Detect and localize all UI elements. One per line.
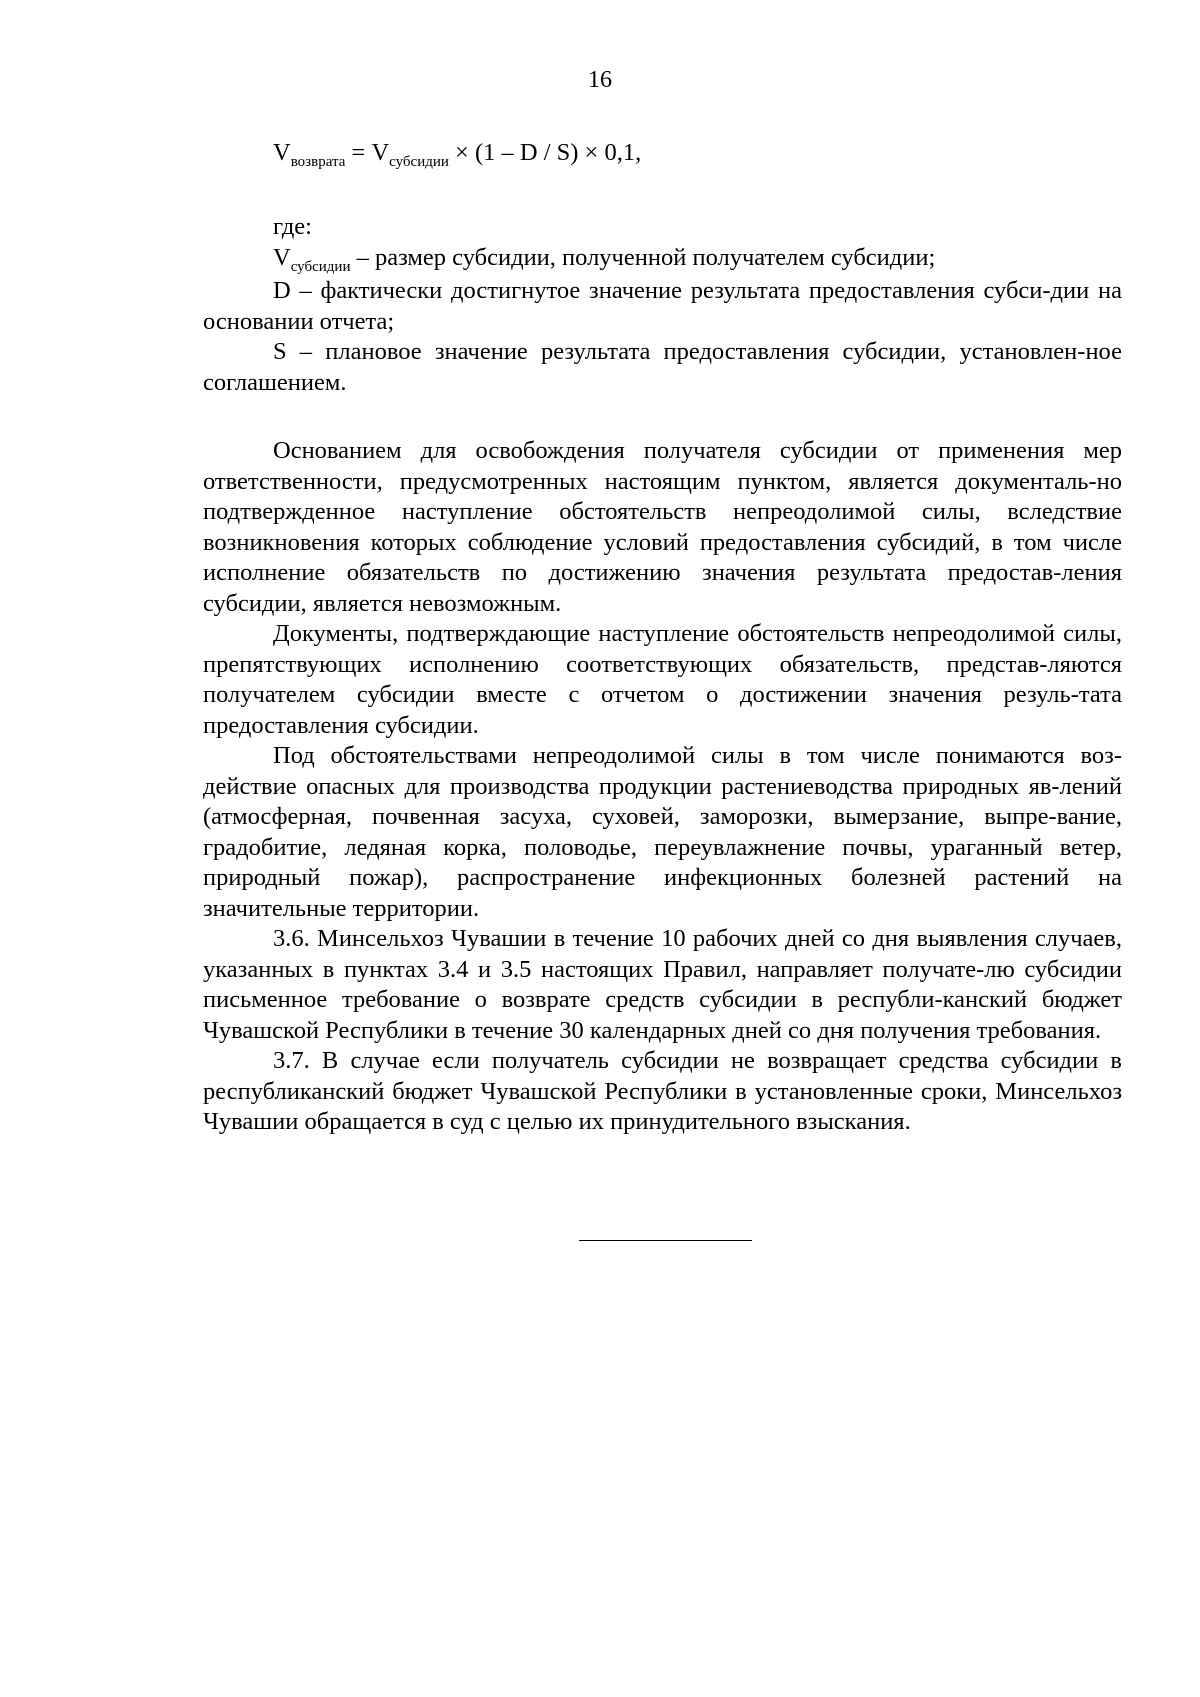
formula-sub-return: возврата [290, 154, 346, 170]
formula-v-subsidy: V [371, 139, 390, 166]
page-number: 16 [588, 67, 612, 93]
definition-d: D – фактически достигнутое значение результата предоставления субси-дии на основании отчета; [203, 277, 1122, 335]
formula-rest: × (1 – D / S) × 0,1, [448, 139, 642, 166]
def-v-symbol: V [273, 243, 291, 271]
definition-v-subsidy [203, 243, 1122, 277]
def-v-desc: – размер субсидии, полученной получателем субсидии; [350, 243, 936, 271]
formula-equals: = [345, 139, 372, 166]
formula-sub-subsidy: субсидии [389, 154, 449, 170]
end-of-document-rule [579, 1240, 752, 1241]
return-formula [203, 138, 1122, 168]
paragraph-3-6: 3.6. Минсельхоз Чувашии в течение 10 рабочих дней со дня выявления случаев, указанных в пунктах 3.4 и 3.5 настоящих Правил, направляет получате-лю субсидии письменное требование о возврате средств субсидии в республи-канский бюджет Чувашской Республики в течение 30 календарных дней со дня получения требования. [203, 925, 1122, 1044]
document-body [203, 138, 1122, 1138]
def-v-sub: субсидии [290, 258, 351, 275]
definition-s: S – плановое значение результата предоставления субсидии, установлен-ное соглашением. [203, 338, 1122, 396]
spacer [203, 168, 1122, 212]
spacer [203, 398, 1122, 436]
paragraph-force-majeure-definition: Под обстоятельствами непреодолимой силы в том числе понимаются воз-действие опасных для производства продукции растениеводства природных яв-лений (атмосферная, почвенная засуха, суховей, заморозки, вымерзание, выпре-вание, градобитие, ледяная корка, половодье, переувлажнение почвы, ураганный ветер, природный пожар), распространение инфекционных болезней растений на значительные территории. [203, 742, 1122, 922]
where-label: где: [273, 213, 312, 240]
formula-v-return: V [273, 139, 291, 166]
paragraph-force-majeure-documents: Документы, подтверждающие наступление обстоятельств непреодолимой силы, препятствующих исполнению соответствующих обязательств, представ-ляются получателем субсидии вместе с отчетом о достижении значения резуль-тата предоставления субсидии. [203, 620, 1122, 739]
paragraph-exemption-basis: Основанием для освобождения получателя субсидии от применения мер ответственности, предусмотренных настоящим пунктом, является документаль-но подтвержденное наступление обстоятельств непреодолимой силы, вследствие возникновения которых соблюдение условий предоставления субсидий, в том числе исполнение обязательств по достижению значения результата предостав-ления субсидии, является невозможным. [203, 437, 1122, 617]
paragraph-3-7: 3.7. В случае если получатель субсидии не возвращает средства субсидии в республиканский бюджет Чувашской Республики в установленные сроки, Минсельхоз Чувашии обращается в суд с целью их принудительного взыскания. [203, 1047, 1122, 1135]
